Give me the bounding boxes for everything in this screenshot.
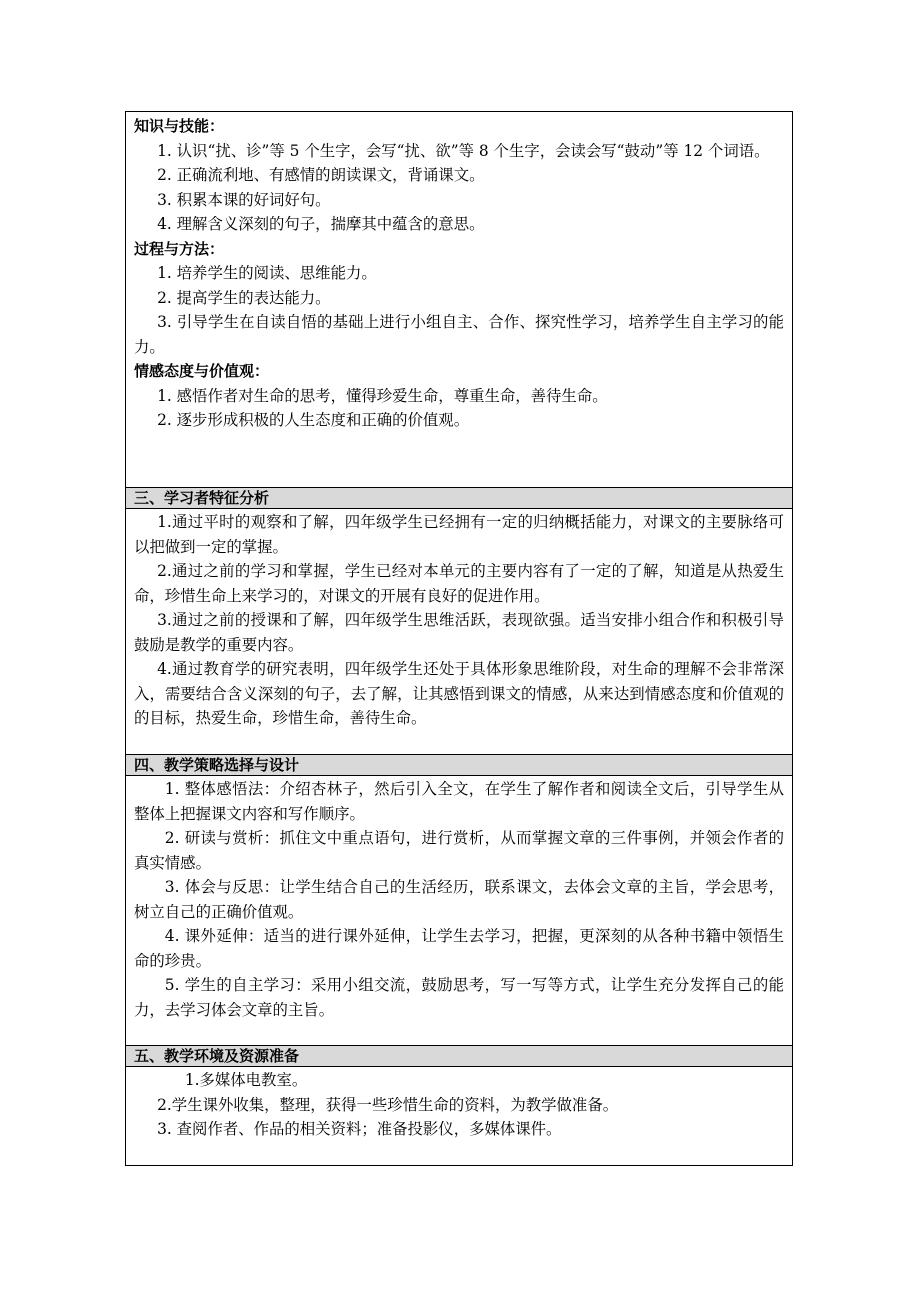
resources-header: 五、教学环境及资源准备 xyxy=(126,1045,792,1067)
learners-item: 1.通过平时的观察和了解，四年级学生已经拥有一定的归纳概括能力，对课文的主要脉络可以把做到一定的掌握。 xyxy=(134,513,784,556)
process-item: 3. 引导学生在自读自悟的基础上进行小组自主、合作、探究性学习，培养学生自主学习的能力。 xyxy=(134,313,784,356)
learners-item: 4.通过教育学的研究表明，四年级学生还处于具体形象思维阶段，对生命的理解不会非常深入，需要结合含义深刻的句子，去了解，让其感悟到课文的情感，从来达到情感态度和价值观的的目标，热爱生命，珍惜生命，善待生命。 xyxy=(134,660,784,727)
emotion-heading: 情感态度与价值观： xyxy=(134,362,270,380)
lesson-plan-table xyxy=(125,111,793,1166)
resources-body xyxy=(126,1068,792,1142)
knowledge-item: 1. 认识“扰、诊”等 5 个生字，会写“扰、欲”等 8 个生字，会读会写“鼓动”等 12 个词语。 xyxy=(157,141,770,160)
emotion-item: 2. 逐步形成积极的人生态度和正确的价值观。 xyxy=(157,411,470,429)
objectives-section xyxy=(126,112,792,487)
resources-item: 3. 查阅作者、作品的相关资料；准备投影仪，多媒体课件。 xyxy=(157,1120,562,1138)
process-heading: 过程与方法： xyxy=(134,239,225,258)
learners-item: 2.通过之前的学习和掌握，学生已经对本单元的主要内容有了一定的了解，知道是从热爱生命，珍惜生命上来学习的，对课文的开展有良好的促进作用。 xyxy=(134,562,784,605)
emotion-item: 1. 感悟作者对生命的思考，懂得珍爱生命，尊重生命，善待生命。 xyxy=(157,386,608,405)
process-item: 2. 提高学生的表达能力。 xyxy=(157,288,331,307)
strategy-item: 5. 学生的自主学习：采用小组交流，鼓励思考，写一写等方式，让学生充分发挥自己的能力，去学习体会文章的主旨。 xyxy=(134,976,784,1019)
strategy-body xyxy=(126,777,792,1022)
strategy-item: 1. 整体感悟法：介绍杏林子，然后引入全文，在学生了解作者和阅读全文后，引导学生从整体上把握课文内容和写作顺序。 xyxy=(134,780,784,823)
strategy-header: 四、教学策略选择与设计 xyxy=(126,754,792,776)
knowledge-item: 2. 正确流利地、有感情的朗读课文，背诵课文。 xyxy=(157,166,485,184)
objectives-body xyxy=(126,114,792,433)
knowledge-item: 4. 理解含义深刻的句子，揣摩其中蕴含的意思。 xyxy=(157,215,485,233)
process-item: 1. 培养学生的阅读、思维能力。 xyxy=(157,264,377,282)
learners-item: 3.通过之前的授课和了解，四年级学生思维活跃，表现欲强。适当安排小组合作和积极引导鼓励是教学的重要内容。 xyxy=(134,611,784,654)
knowledge-item: 3. 积累本课的好词好句。 xyxy=(157,190,331,209)
resources-item: 2.学生课外收集，整理，获得一些珍惜生命的资料，为教学做准备。 xyxy=(157,1095,619,1114)
strategy-item: 2. 研读与赏析：抓住文中重点语句，进行赏析，从而掌握文章的三件事例，并领会作者的真实情感。 xyxy=(134,829,784,872)
strategy-item: 3. 体会与反思：让学生结合自己的生活经历，联系课文，去体会文章的主旨，学会思考，树立自己的正确价值观。 xyxy=(134,878,784,921)
strategy-item: 4. 课外延伸：适当的进行课外延伸，让学生去学习，把握，更深刻的从各种书籍中领悟生命的珍贵。 xyxy=(134,927,784,970)
knowledge-heading: 知识与技能： xyxy=(134,117,225,135)
learners-body xyxy=(126,510,792,731)
resources-item: 1.多媒体电教室。 xyxy=(184,1071,308,1089)
learners-header: 三、学习者特征分析 xyxy=(126,487,792,509)
